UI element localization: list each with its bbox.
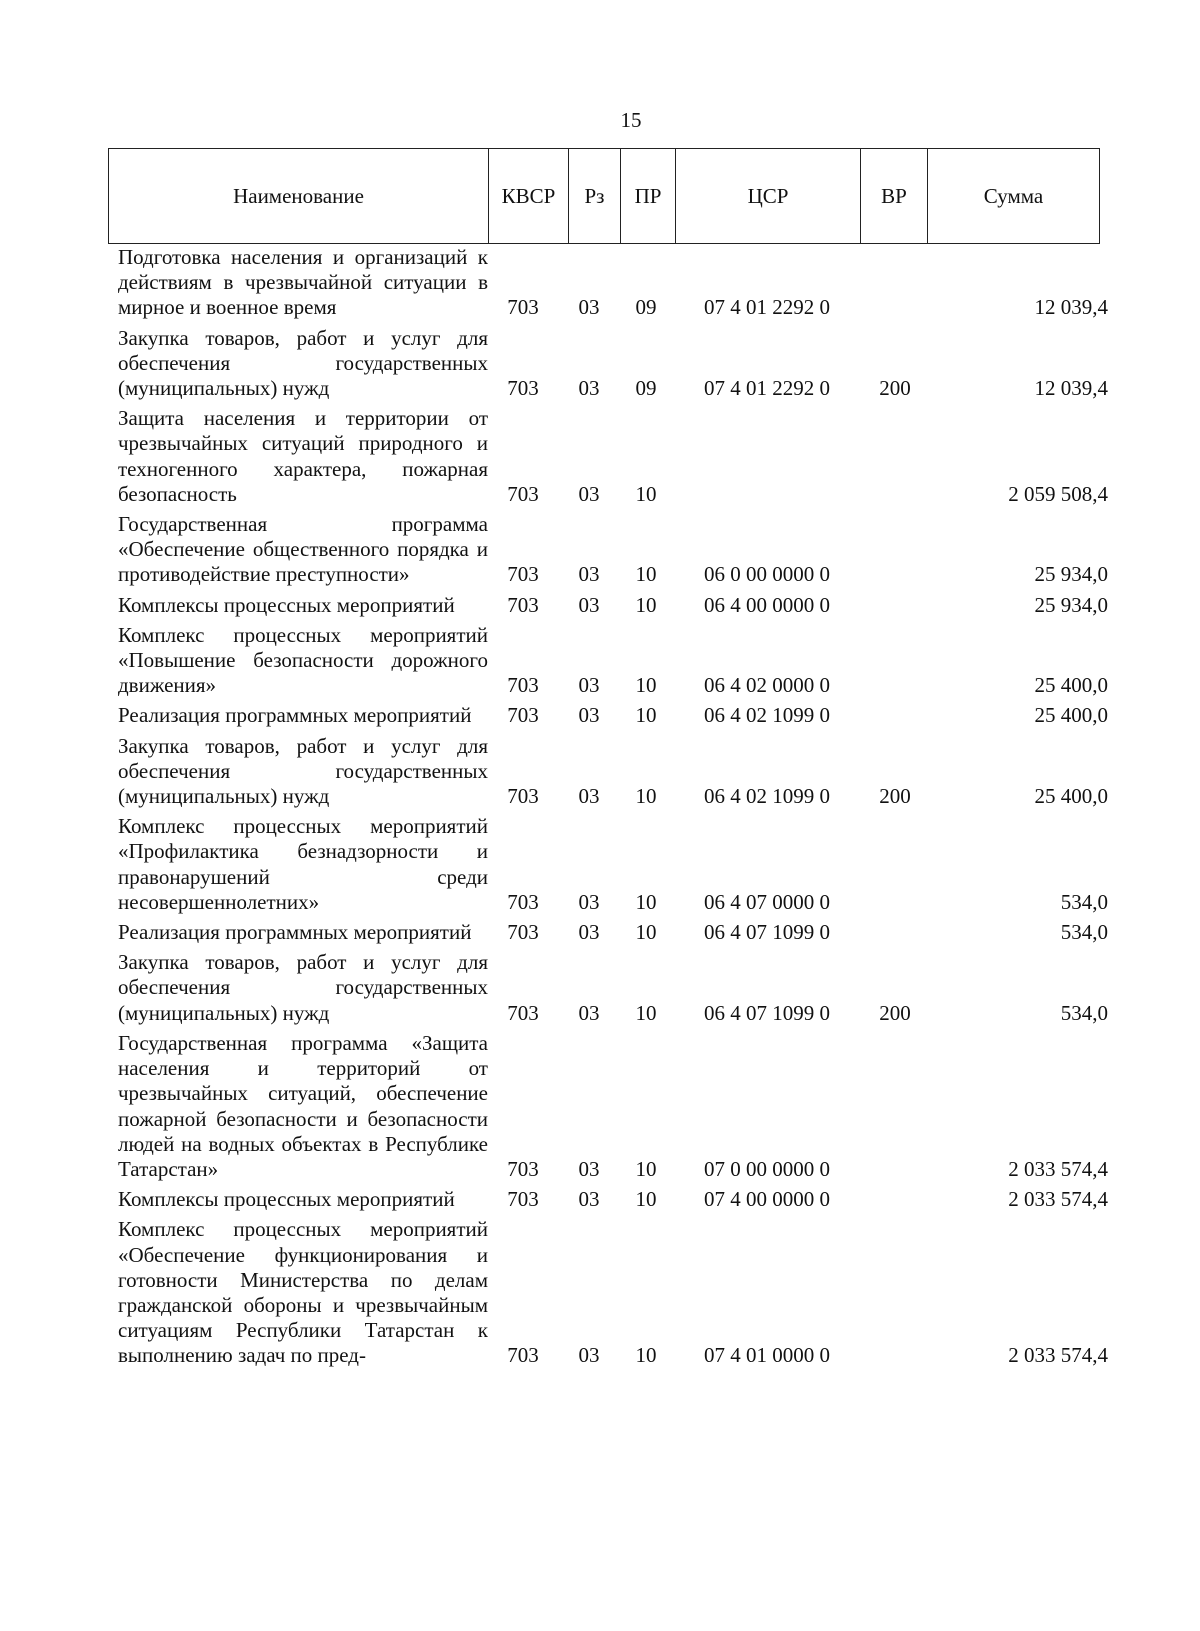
- row-csr: 07 4 01 2292 0: [704, 295, 830, 320]
- row-rz: 03: [578, 481, 600, 506]
- row-csr: 07 4 01 2292 0: [704, 376, 830, 401]
- row-kvsr: 703: [507, 889, 539, 914]
- row-name: Закупка товаров, работ и услуг для обеспечения государственных (муниципальных) нужд: [118, 325, 488, 401]
- row-name: Государственная программа «Защита населения и территорий от чрезвычайных ситуаций, обеспечение пожарной безопасности и безопасности людей на водных объектах в Республике Татарстан»: [118, 1030, 488, 1181]
- row-kvsr: 703: [507, 703, 539, 728]
- table-row: [108, 814, 1128, 915]
- row-rz: 03: [578, 562, 600, 587]
- row-rz: 03: [578, 673, 600, 698]
- row-kvsr: 703: [507, 562, 539, 587]
- row-rz: 03: [578, 703, 600, 728]
- row-rz: 03: [578, 592, 600, 617]
- table-row: [108, 1187, 1128, 1212]
- header-sum: Сумма: [928, 149, 1100, 244]
- row-csr: 06 4 02 0000 0: [704, 673, 830, 698]
- row-csr: 06 4 07 1099 0: [704, 920, 830, 945]
- row-sum: 25 400,0: [1034, 673, 1108, 698]
- table-row: [108, 703, 1128, 728]
- table-header: [108, 148, 1100, 244]
- row-rz: 03: [578, 1156, 600, 1181]
- row-sum: 534,0: [1060, 1000, 1108, 1025]
- row-kvsr: 703: [507, 1156, 539, 1181]
- row-pr: 10: [635, 592, 657, 617]
- row-csr: 06 4 02 1099 0: [704, 703, 830, 728]
- row-sum: 2 033 574,4: [1008, 1187, 1108, 1212]
- row-kvsr: 703: [507, 1000, 539, 1025]
- table-row: [108, 245, 1128, 321]
- row-kvsr: 703: [507, 376, 539, 401]
- row-name: Подготовка населения и организаций к действиям в чрезвычайной ситуации в мирное и военное время: [118, 245, 488, 320]
- row-kvsr: 703: [507, 481, 539, 506]
- row-csr: 06 4 00 0000 0: [704, 592, 830, 617]
- row-sum: 2 033 574,4: [1008, 1343, 1108, 1368]
- row-rz: 03: [578, 1000, 600, 1025]
- header-kvsr: КВСР: [489, 149, 569, 244]
- row-csr: 07 4 00 0000 0: [704, 1187, 830, 1212]
- row-csr: 06 4 07 1099 0: [704, 1000, 830, 1025]
- row-pr: 10: [635, 562, 657, 587]
- row-kvsr: 703: [507, 295, 539, 320]
- row-sum: 534,0: [1060, 920, 1108, 945]
- row-sum: 25 400,0: [1034, 784, 1108, 809]
- row-rz: 03: [578, 295, 600, 320]
- row-kvsr: 703: [507, 784, 539, 809]
- header-csr: ЦСР: [676, 149, 861, 244]
- row-sum: 534,0: [1060, 889, 1108, 914]
- table-row: [108, 406, 1128, 507]
- page-number: 15: [620, 108, 642, 132]
- row-pr: 10: [635, 673, 657, 698]
- row-name: Реализация программных мероприятий: [118, 920, 472, 945]
- row-csr: 07 0 00 0000 0: [704, 1156, 830, 1181]
- table-body: [108, 245, 1128, 1374]
- row-rz: 03: [578, 920, 600, 945]
- row-rz: 03: [578, 889, 600, 914]
- row-pr: 10: [635, 1000, 657, 1025]
- row-csr: 07 4 01 0000 0: [704, 1343, 830, 1368]
- table-row: [108, 512, 1128, 588]
- row-sum: 12 039,4: [1034, 295, 1108, 320]
- row-rz: 03: [578, 376, 600, 401]
- row-name: Комплексы процессных мероприятий: [118, 592, 455, 617]
- row-kvsr: 703: [507, 592, 539, 617]
- row-name: Комплекс процессных мероприятий «Повышение безопасности дорожного движения»: [118, 622, 488, 698]
- row-pr: 10: [635, 784, 657, 809]
- row-name: Государственная программа «Обеспечение общественного порядка и противодействие преступности»: [118, 512, 488, 587]
- row-rz: 03: [578, 1343, 600, 1368]
- row-pr: 10: [635, 1156, 657, 1181]
- table-row: [108, 734, 1128, 810]
- row-vr: 200: [879, 1000, 911, 1025]
- row-pr: 09: [635, 376, 657, 401]
- row-kvsr: 703: [507, 1187, 539, 1212]
- row-name: Защита населения и территории от чрезвычайных ситуаций природного и техногенного характера, пожарная безопасность: [118, 406, 488, 506]
- header-pr: ПР: [621, 149, 676, 244]
- row-pr: 10: [635, 920, 657, 945]
- row-csr: 06 4 02 1099 0: [704, 784, 830, 809]
- row-csr: 06 4 07 0000 0: [704, 889, 830, 914]
- row-vr: 200: [879, 784, 911, 809]
- row-kvsr: 703: [507, 920, 539, 945]
- row-pr: 10: [635, 1187, 657, 1212]
- table-row: [108, 1217, 1128, 1368]
- row-kvsr: 703: [507, 1343, 539, 1368]
- row-sum: 25 934,0: [1034, 592, 1108, 617]
- row-sum: 12 039,4: [1034, 376, 1108, 401]
- row-name: Комплекс процессных мероприятий «Обеспечение функционирования и готовности Министерства по делам гражданской обороны и чрезвычайным ситуациям Республики Татарстан к выполнению задач по пред-: [118, 1217, 488, 1368]
- row-name: Комплексы процессных мероприятий: [118, 1187, 455, 1212]
- row-pr: 10: [635, 1343, 657, 1368]
- table-row: [108, 326, 1128, 402]
- row-rz: 03: [578, 1187, 600, 1212]
- row-sum: 25 934,0: [1034, 562, 1108, 587]
- header-rz: Рз: [569, 149, 621, 244]
- header-name: Наименование: [109, 149, 489, 244]
- row-name: Реализация программных мероприятий: [118, 703, 472, 728]
- row-pr: 10: [635, 481, 657, 506]
- row-csr: 06 0 00 0000 0: [704, 562, 830, 587]
- row-sum: 25 400,0: [1034, 703, 1108, 728]
- table-row: [108, 593, 1128, 618]
- row-sum: 2 033 574,4: [1008, 1156, 1108, 1181]
- row-name: Комплекс процессных мероприятий «Профилактика безнадзорности и правонарушений среди несовершеннолетних»: [118, 814, 488, 914]
- table-row: [108, 623, 1128, 699]
- row-pr: 10: [635, 889, 657, 914]
- row-name: Закупка товаров, работ и услуг для обеспечения государственных (муниципальных) нужд: [118, 733, 488, 809]
- row-vr: 200: [879, 376, 911, 401]
- row-sum: 2 059 508,4: [1008, 481, 1108, 506]
- table-row: [108, 1031, 1128, 1182]
- header-vr: ВР: [861, 149, 928, 244]
- row-pr: 09: [635, 295, 657, 320]
- row-rz: 03: [578, 784, 600, 809]
- table-row: [108, 920, 1128, 945]
- row-kvsr: 703: [507, 673, 539, 698]
- row-name: Закупка товаров, работ и услуг для обеспечения государственных (муниципальных) нужд: [118, 950, 488, 1025]
- table-row: [108, 950, 1128, 1026]
- row-pr: 10: [635, 703, 657, 728]
